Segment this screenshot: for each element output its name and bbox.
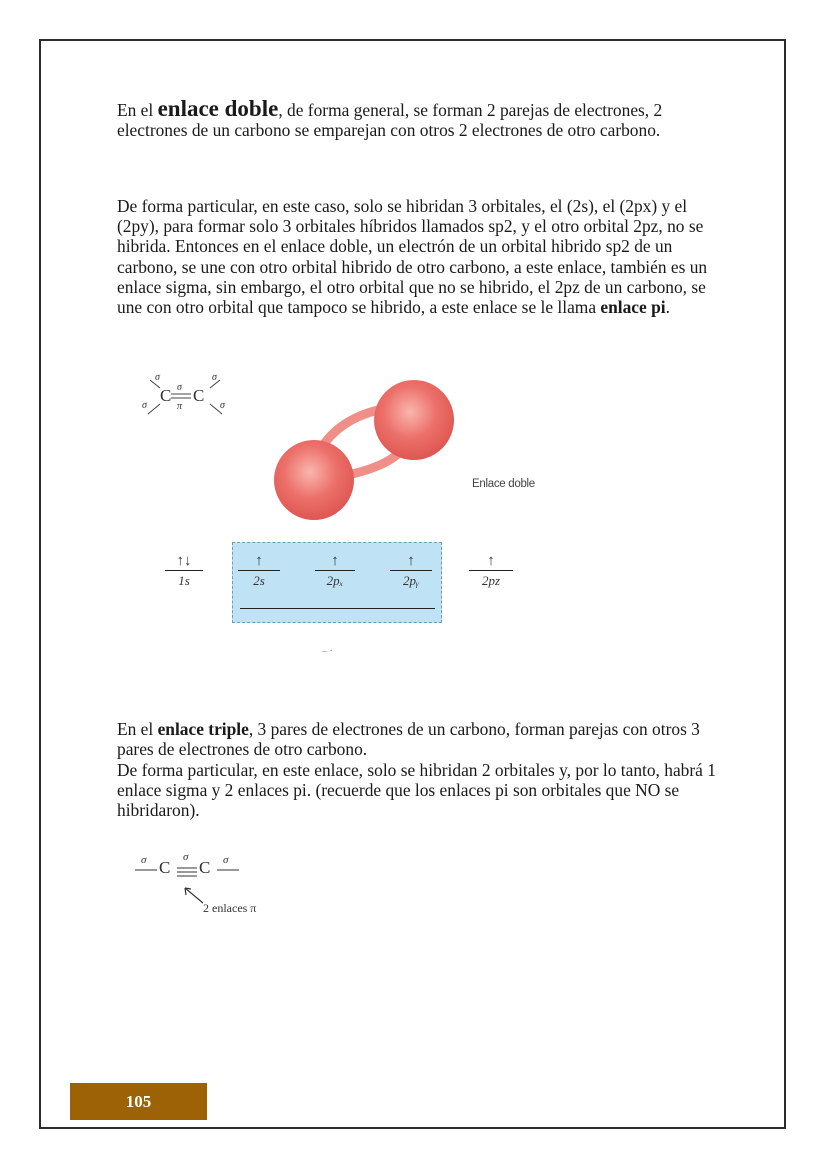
paragraph-double-bond-intro	[117, 96, 717, 141]
paragraph-triple-bond-intro	[117, 719, 717, 759]
term-enlace-pi: enlace pi	[600, 297, 666, 318]
orbital-line	[238, 570, 280, 571]
hybrid-baseline	[240, 608, 435, 609]
text: En el	[117, 100, 158, 120]
text: De forma particular, en este enlace, solo se hibridan 2 orbitales y, por lo tanto, habrá 1 enlace sigma y 2 enlaces pi. (recuerde que los enlaces pi son orbitales que NO se hibridaron).	[117, 760, 716, 821]
orbital-label: 2pᵧ	[403, 573, 419, 588]
orbital-line	[165, 570, 203, 571]
carbon-atom: C	[160, 386, 172, 405]
orbital-label: 1s	[178, 573, 190, 588]
sigma-label: σ	[141, 854, 147, 866]
sigma-label: σ	[183, 851, 189, 863]
text: De forma particular, en este caso, solo se hibridan 3 orbitales, el (2s), el (2px) y el (2py), para formar solo 3 orbitales híbridos llamados sp2, y el otro orbital 2pz, no se hibrida. Entonces en el enlace doble, un electrón de un orbital hibrido sp2 de un carbono, se une con otro orbital hibrido de otro carbono, a este enlace, también es un enlace sigma, sin embargo, el otro orbital que no se hibrido, el 2pz de un carbono, se une con otro orbital que tampoco se hibrido, a este enlace se le llama	[117, 196, 708, 318]
orbital-2px	[315, 553, 355, 589]
sigma-label: σ	[220, 400, 225, 411]
sigma-label: σ	[142, 400, 147, 411]
electron-arrow-icon: ↑	[255, 553, 263, 569]
carbon-atom: C	[199, 858, 211, 877]
term-enlace-doble: enlace doble	[157, 96, 279, 121]
paragraph-triple-bond-detail	[117, 760, 717, 821]
diagram-artifact: – ·	[322, 646, 333, 657]
carbon-atom: C	[159, 858, 171, 877]
triple-bond-formula	[133, 848, 293, 918]
electron-arrow-icon: ↑	[487, 553, 495, 569]
text: .	[665, 297, 670, 318]
orbital-line	[469, 570, 513, 571]
sigma-label: σ	[223, 854, 229, 866]
text: , 3 pares de electrones de un carbono, forman parejas con otros 3 pares de electrones de otro carbono.	[117, 719, 700, 760]
orbital-2s	[238, 553, 280, 589]
orbital-label: 2pz	[481, 573, 501, 588]
orbital-line	[390, 570, 432, 571]
sigma-label: σ	[177, 382, 182, 393]
orbital-label: 2pₓ	[326, 573, 344, 588]
sigma-label: σ	[212, 372, 217, 383]
electron-arrow-icon: ↑↓	[176, 553, 192, 569]
sigma-label: σ	[155, 372, 160, 383]
pi-bonds-annotation: 2 enlaces π	[203, 901, 257, 915]
text: En el	[117, 719, 158, 739]
double-bond-formula	[140, 372, 240, 427]
orbital-label: 2s	[253, 573, 265, 588]
electron-arrow-icon: ↑	[331, 553, 339, 569]
text: , de forma general, se forman 2 parejas de electrones, 2 electrones de un carbono se emparejan con otros 2 electrones de otro carbono.	[117, 100, 663, 141]
page-number: 105	[125, 1091, 152, 1111]
pi-label: π	[177, 401, 183, 412]
molecule-spheres-icon	[268, 375, 468, 525]
orbital-2pz	[469, 553, 513, 589]
double-bond-molecule-model	[268, 375, 468, 525]
electron-arrow-icon: ↑	[407, 553, 415, 569]
orbital-2py	[390, 553, 432, 589]
molecule-caption: Enlace doble	[472, 478, 535, 490]
term-enlace-triple: enlace triple	[157, 719, 249, 739]
page-number-badge	[70, 1083, 207, 1120]
orbital-line	[315, 570, 355, 571]
orbital-1s	[165, 553, 203, 589]
paragraph-double-bond-detail	[117, 196, 717, 317]
carbon-atom: C	[193, 386, 205, 405]
